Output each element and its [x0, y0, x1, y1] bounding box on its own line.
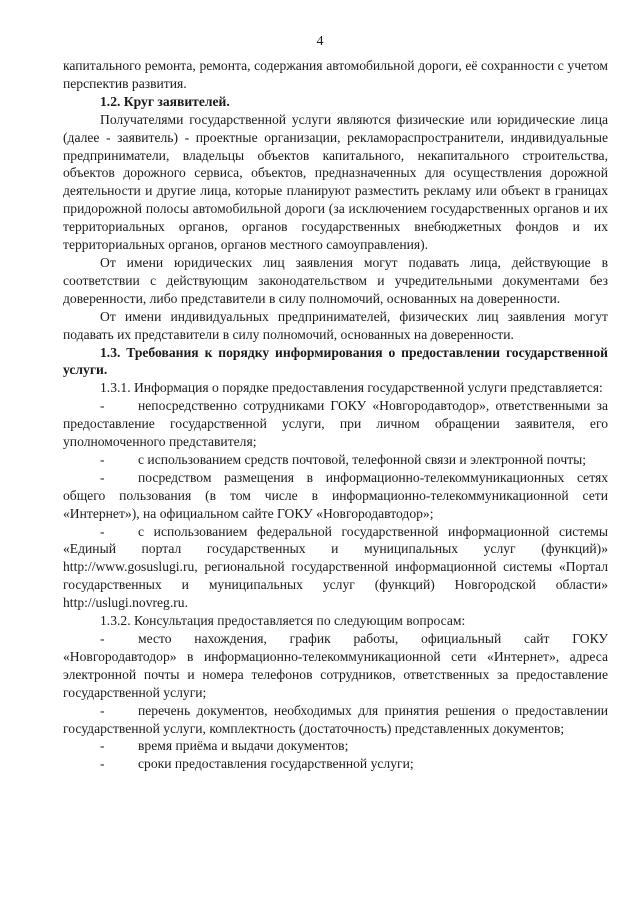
paragraph: От имени юридических лиц заявления могут подавать лица, действующие в соответствии с действующим законодательством и учредительными документами без доверенности, либо представители в силу полномочий, основанных на доверенности. — [63, 254, 608, 306]
section-heading: 1.2. Круг заявителей. — [100, 93, 230, 109]
list-dash: - — [100, 702, 105, 718]
list-dash: - — [100, 398, 105, 414]
section-heading: 1.3. Требования к порядку информирования о предоставлении государственной услуги. — [63, 344, 608, 378]
paragraph: Получателями государственной услуги являются физические или юридические лица (далее - заявитель) - проектные организации, рекламораспространители, индивидуальные предприниматели, владельцы объектов капитального, некапитального строительства, объектов дорожного сервиса, объектов, предназначенных для осуществления дорожной деятельности и другие лица, которые планируют разместить рекламу или объект в границах придорожной полосы автомобильной дороги (за исключением государственных органов и их территориальных органов, органов государственных внебюджетных фондов и их территориальных органов, органов местного самоуправления). — [63, 111, 608, 253]
list-item-text: сроки предоставления государственной услуги; — [138, 756, 414, 772]
list-item — [63, 702, 608, 738]
list-item — [63, 469, 608, 523]
list-item-text: место нахождения, график работы, официальный сайт ГОКУ «Новгородавтодор» в информационно-телекоммуникационной сети «Интернет», адреса электронной почты и номера телефонов сотрудников, ответственных за предоставление государственной услуги; — [63, 631, 608, 700]
paragraph: От имени индивидуальных предпринимателей, физических лиц заявления могут подавать их представители в силу полномочий, основанных на доверенности. — [63, 308, 608, 342]
list-dash: - — [100, 756, 105, 772]
list-item — [63, 451, 608, 469]
paragraph: 1.3.2. Консультация предоставляется по следующим вопросам: — [100, 613, 466, 629]
list-dash: - — [100, 523, 105, 539]
list-dash: - — [100, 631, 105, 646]
list-item — [63, 755, 608, 773]
list-dash: - — [100, 469, 105, 485]
list-item — [63, 523, 608, 613]
paragraph: капитального ремонта, ремонта, содержания автомобильной дороги, её сохранности с учетом перспектив развития. — [63, 58, 608, 91]
list-dash: - — [100, 451, 105, 467]
list-item — [63, 397, 608, 451]
page-number: 4 — [316, 34, 324, 49]
paragraph: 1.3.1. Информация о порядке предоставления государственной услуги представляется: — [100, 380, 603, 396]
list-item-text: с использованием средств почтовой, телефонной связи и электронной почты; — [138, 451, 587, 467]
list-dash: - — [100, 738, 105, 754]
list-item-text: время приёма и выдачи документов; — [138, 738, 349, 754]
list-item-text: посредством размещения в информационно-телекоммуникационных сетях общего пользования (в том числе в информационно-телекоммуникационной сети «Интернет»), на официальном сайте ГОКУ «Новгородавтодор»; — [63, 469, 608, 521]
list-item-text: непосредственно сотрудниками ГОКУ «Новгородавтодор», ответственными за предоставление государственной услуги, при личном обращении заявителя, его уполномоченного представителя; — [63, 398, 608, 450]
list-item — [63, 737, 608, 755]
list-item-text: перечень документов, необходимых для принятия решения о предоставлении государственной услуги, комплектность (достаточность) представленных документов; — [63, 702, 608, 736]
list-item-text: с использованием федеральной государственной информационной системы «Единый портал государственных и муниципальных услуг (функций)» http://www.gosuslugi.ru, региональной государственной информационной системы «Портал государственных и муниципальных услуг (функций) Новгородской области» http://uslugi.novreg.ru. — [63, 523, 608, 611]
document-body — [63, 57, 608, 773]
list-item — [63, 630, 608, 702]
